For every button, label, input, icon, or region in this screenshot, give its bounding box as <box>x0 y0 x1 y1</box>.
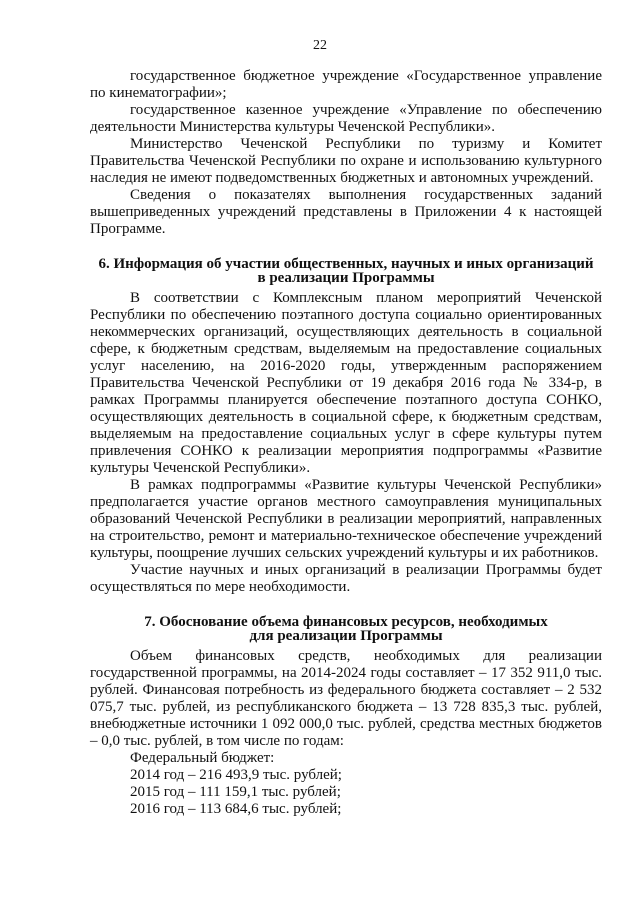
section-heading <box>90 257 602 285</box>
heading-line: 7. Обоснование объема финансовых ресурсов, необходимых <box>144 614 548 630</box>
list-line: 2016 год – 113 684,6 тыс. рублей; <box>130 801 342 817</box>
paragraph: Сведения о показателях выполнения государственных заданий вышеприведенных учреждений представлены в Приложении 4 к настоящей Программе. <box>90 187 602 237</box>
section-heading <box>90 615 602 643</box>
document-body <box>90 68 602 818</box>
paragraph: Министерство Чеченской Республики по туризму и Комитет Правительства Чеченской Республики по охране и использованию культурного наследия не имеют подведомственных бюджетных и автономных учреждений. <box>90 136 602 186</box>
paragraph: Объем финансовых средств, необходимых для реализации государственной программы, на 2014-2024 годы составляет – 17 352 911,0 тыс. рублей. Финансовая потребность из федерального бюджета составляет – 2 532 075,7 тыс. рублей, из республиканского бюджета – 13 728 835,3 тыс. рублей, внебюджетные источники 1 092 000,0 тыс. рублей, средства местных бюджетов – 0,0 тыс. рублей, в том числе по годам: <box>90 648 602 749</box>
paragraph: государственное казенное учреждение «Управление по обеспечению деятельности Министерства культуры Чеченской Республики». <box>90 102 602 135</box>
paragraph: В соответствии с Комплексным планом мероприятий Чеченской Республики по обеспечению поэтапного доступа социально ориентированных некоммерческих организаций, осуществляющих деятельность в социальной сфере, к бюджетным средствам, выделяемым на предоставление социальных услуг населению, на 2016-2020 годы, утвержденным распоряжением Правительства Чеченской Республики от 19 декабря 2016 года № 334-р, в рамках Программы планируется обеспечение поэтапного доступа СОНКО, осуществляющих деятельность в социальной сфере, к бюджетным средствам, выделяемым на предоставление социальных услуг в сфере культуры путем привлечения СОНКО к реализации мероприятия подпрограммы «Развитие культуры Чеченской Республики». <box>90 290 602 476</box>
heading-line: 6. Информация об участии общественных, научных и иных организаций <box>98 256 594 272</box>
heading-line: в реализации Программы <box>257 270 435 286</box>
heading-line: для реализации Программы <box>249 628 443 644</box>
page-number: 22 <box>313 38 327 53</box>
list-line: 2014 год – 216 493,9 тыс. рублей; <box>130 767 342 783</box>
list-line: Федеральный бюджет: <box>130 750 275 766</box>
paragraph: государственное бюджетное учреждение «Государственное управление по кинематографии»; <box>90 68 602 101</box>
list-line: 2015 год – 111 159,1 тыс. рублей; <box>130 784 341 800</box>
paragraph: В рамках подпрограммы «Развитие культуры Чеченской Республики» предполагается участие органов местного самоуправления муниципальных образований Чеченской Республики в реализации мероприятий, направленных на строительство, ремонт и материально-техническое обеспечение учреждений культуры, поощрение лучших сельских учреждений культуры и их работников. <box>90 477 602 561</box>
paragraph: Участие научных и иных организаций в реализации Программы будет осуществляться по мере необходимости. <box>90 562 602 595</box>
